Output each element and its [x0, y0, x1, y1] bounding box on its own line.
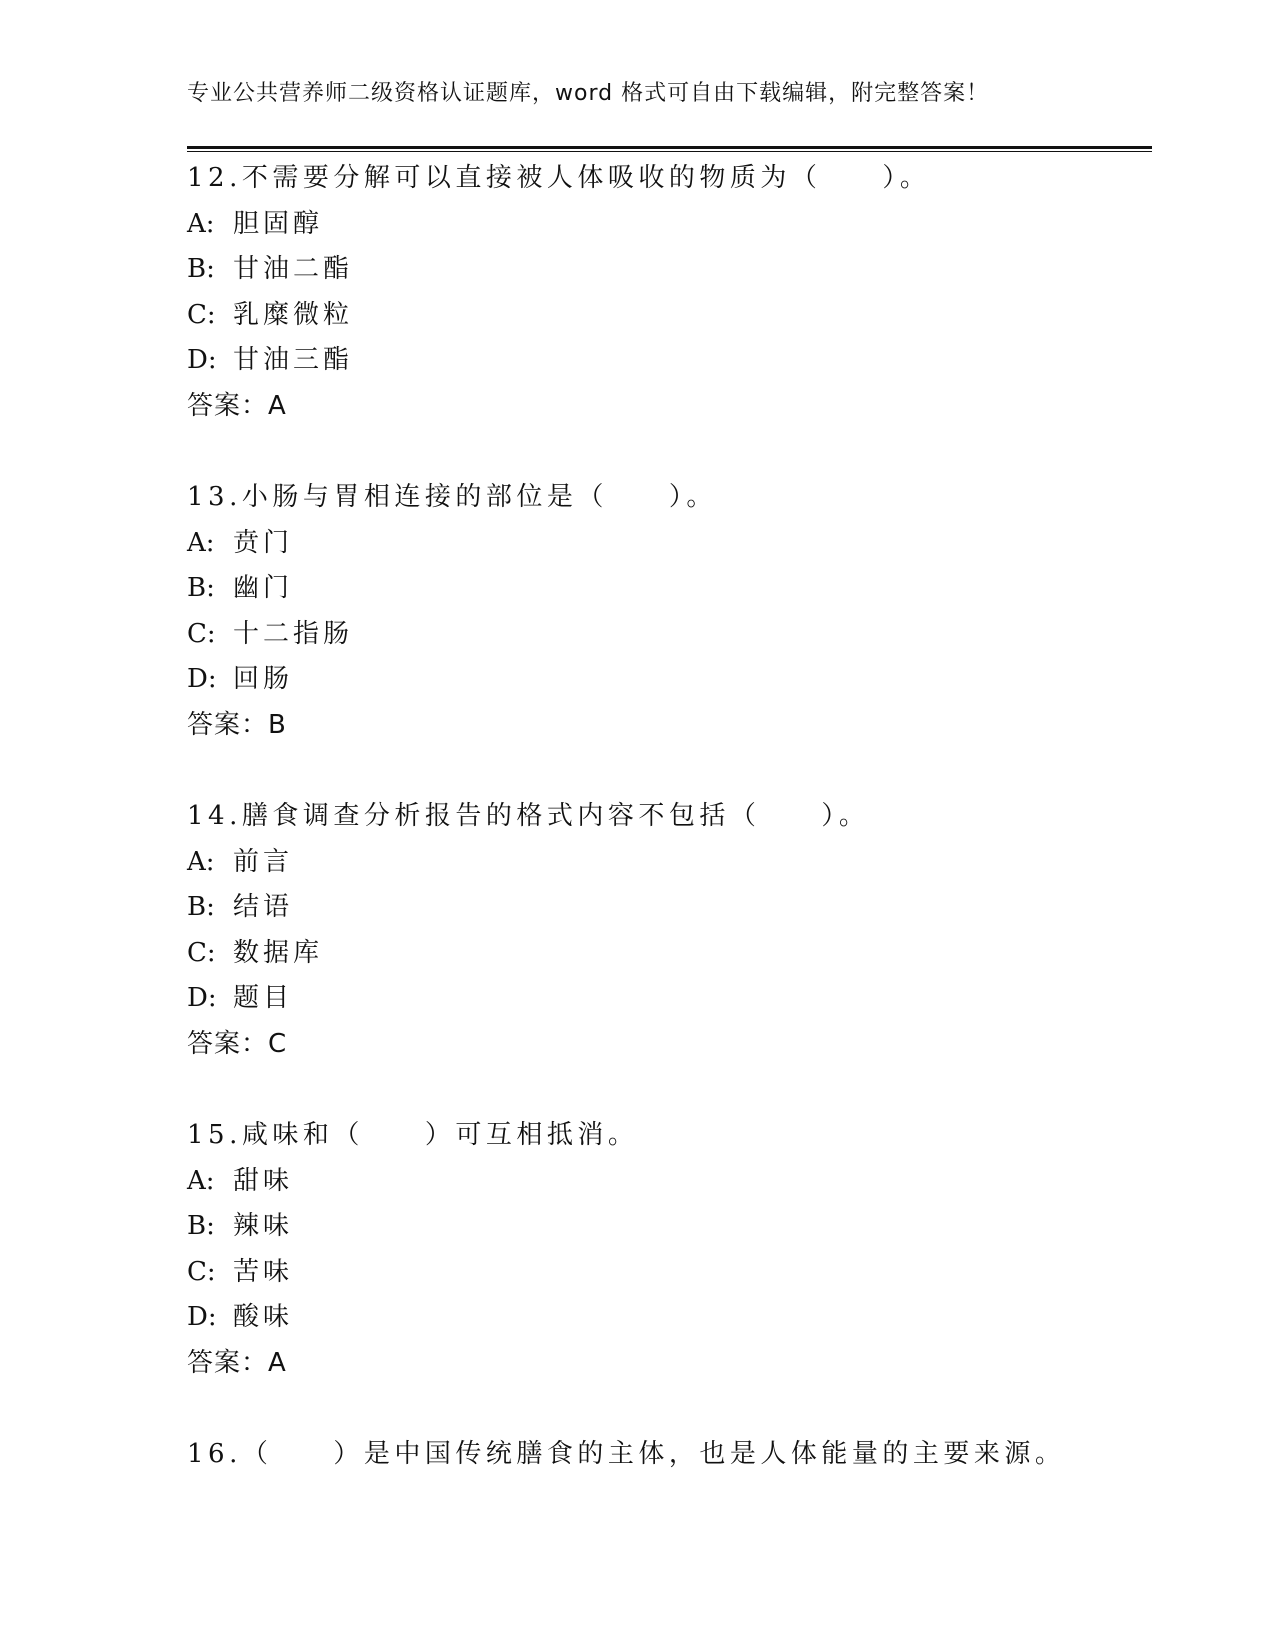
option-letter: C:: [187, 937, 216, 968]
option-text: 辣味: [233, 1211, 294, 1241]
option-b: [187, 247, 1152, 293]
option-text: 乳糜微粒: [233, 299, 354, 330]
answer-line: 答案：C: [187, 1028, 288, 1059]
option-letter: C:: [187, 618, 216, 649]
option-text: 贲门: [233, 527, 294, 558]
option-letter: A:: [187, 208, 215, 239]
option-c: [187, 612, 1152, 658]
option-a: [187, 840, 1152, 886]
option-text: 幽门: [233, 573, 294, 603]
option-text: 前言: [233, 846, 294, 877]
option-text: 胆固醇: [233, 208, 324, 239]
option-b: [187, 1204, 1152, 1250]
option-letter: D:: [187, 983, 217, 1013]
question-12: [187, 156, 1152, 429]
option-c: [187, 931, 1152, 977]
option-letter: B:: [187, 1211, 215, 1241]
option-d: [187, 976, 1152, 1022]
answer-line: 答案：A: [187, 1347, 287, 1378]
option-text: 回肠: [233, 664, 294, 694]
question-15: [187, 1113, 1152, 1386]
question-14: [187, 794, 1152, 1067]
option-text: 数据库: [233, 937, 324, 968]
option-text: 酸味: [233, 1302, 294, 1332]
option-a: [187, 1159, 1152, 1205]
answer-line: 答案：B: [187, 709, 287, 740]
question-16: [187, 1432, 1152, 1478]
page-header: 专业公共营养师二级资格认证题库，word 格式可自由下载编辑，附完整答案！: [187, 81, 990, 106]
option-letter: B:: [187, 892, 215, 922]
option-text: 题目: [233, 983, 294, 1013]
option-text: 结语: [233, 892, 294, 922]
option-letter: A:: [187, 1165, 215, 1196]
option-a: [187, 202, 1152, 248]
question-stem: 13.小肠与胃相连接的部位是（ ）。: [187, 482, 717, 512]
option-letter: A:: [187, 527, 215, 558]
option-letter: D:: [187, 1302, 217, 1332]
option-c: [187, 1250, 1152, 1296]
option-letter: B:: [187, 254, 215, 284]
header-divider: [187, 146, 1152, 152]
question-stem: 12.不需要分解可以直接被人体吸收的物质为（ ）。: [187, 163, 931, 193]
option-letter: C:: [187, 1256, 216, 1287]
option-d: [187, 657, 1152, 703]
option-text: 苦味: [233, 1256, 294, 1287]
option-letter: B:: [187, 573, 215, 603]
option-text: 甘油三酯: [233, 345, 354, 375]
option-letter: D:: [187, 345, 217, 375]
option-letter: C:: [187, 299, 216, 330]
option-d: [187, 338, 1152, 384]
option-b: [187, 566, 1152, 612]
question-stem: 16.（ ）是中国传统膳食的主体，也是人体能量的主要来源。: [187, 1439, 1066, 1469]
question-list: [187, 156, 1152, 1478]
option-text: 甜味: [233, 1165, 294, 1196]
option-letter: D:: [187, 664, 217, 694]
option-b: [187, 885, 1152, 931]
option-text: 十二指肠: [233, 618, 354, 649]
option-text: 甘油二酯: [233, 254, 354, 284]
question-stem: 15.咸味和（ ）可互相抵消。: [187, 1120, 639, 1150]
answer-line: 答案：A: [187, 390, 287, 421]
option-c: [187, 293, 1152, 339]
option-letter: A:: [187, 846, 215, 877]
question-13: [187, 475, 1152, 748]
option-a: [187, 521, 1152, 567]
question-stem: 14.膳食调查分析报告的格式内容不包括（ ）。: [187, 801, 870, 831]
option-d: [187, 1295, 1152, 1341]
